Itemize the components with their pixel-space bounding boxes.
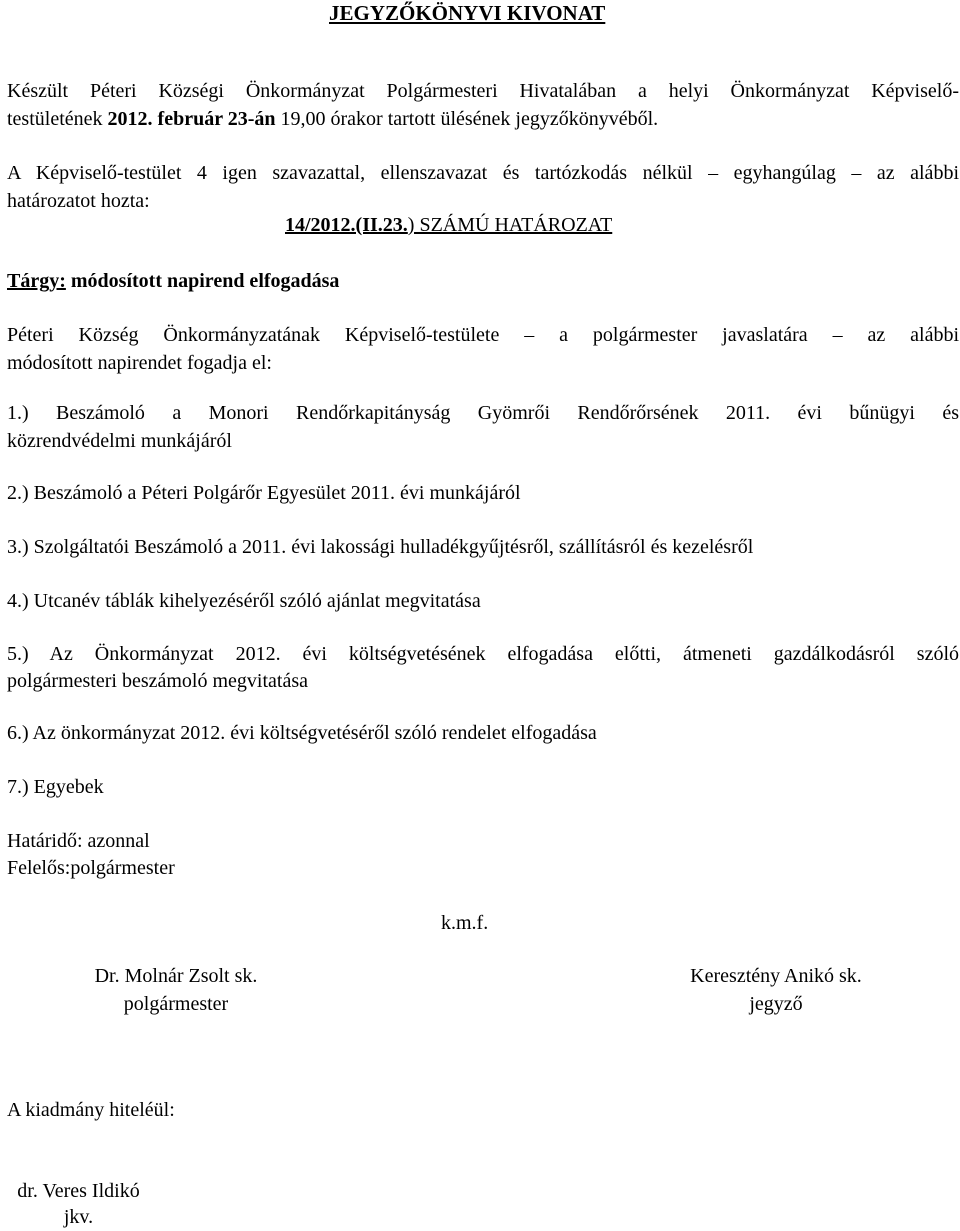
decision-line-2: módosított napirendet fogadja el:	[7, 352, 272, 374]
agenda-item-2: 2.) Beszámoló a Péteri Polgárőr Egyesület 2011. évi munkájáról	[7, 482, 521, 504]
subject-text: módosított napirend elfogadása	[65, 270, 340, 292]
right-signature-name: Keresztény Anikó sk.	[690, 965, 862, 987]
meeting-date: 2012. február 23-án	[107, 108, 276, 130]
certified-label: A kiadmány hiteléül:	[7, 1099, 175, 1121]
certifier-title: jkv.	[63, 1206, 94, 1228]
agenda-item-6: 6.) Az önkormányzat 2012. évi költségvetéséről szóló rendelet elfogadása	[7, 722, 597, 744]
agenda-item-7: 7.) Egyebek	[7, 776, 104, 798]
subject-label: Tárgy:	[7, 270, 66, 292]
intro-line-2: testületének 2012. február 23-án 19,00 órakor tartott ülésének jegyzőkönyvéből.	[7, 108, 659, 130]
vote-line-2: határozatot hozta:	[7, 190, 150, 212]
agenda-item-5-line-1: 5.) Az Önkormányzat 2012. évi költségvetésének elfogadása előtti, átmeneti gazdálkodásról szóló	[7, 643, 959, 665]
document-title: JEGYZŐKÖNYVI KIVONAT	[329, 1, 606, 25]
agenda-item-5-line-2: polgármesteri beszámoló megvitatása	[7, 670, 309, 692]
decision-line-1: Péteri Község Önkormányzatának Képviselő-testülete – a polgármester javaslatára – az alábbi	[7, 324, 959, 346]
subject-line	[7, 270, 339, 293]
responsible: Felelős:polgármester	[7, 857, 175, 879]
left-signature-name: Dr. Molnár Zsolt sk.	[94, 965, 258, 987]
vote-line-1: A Képviselő-testület 4 igen szavazattal, ellenszavazat és tartózkodás nélkül – egyhangúlag – az alábbi	[7, 162, 959, 184]
right-signature-title: jegyző	[749, 993, 803, 1015]
agenda-item-4: 4.) Utcanév táblák kihelyezéséről szóló ajánlat megvitatása	[7, 590, 481, 612]
agenda-item-3: 3.) Szolgáltatói Beszámoló a 2011. évi lakossági hulladékgyűjtésről, szállításról és kezelésről	[7, 536, 754, 558]
intro-line-1: Készült Péteri Községi Önkormányzat Polgármesteri Hivatalában a helyi Önkormányzat Képviselő-	[7, 80, 959, 102]
agenda-item-1-line-1: 1.) Beszámoló a Monori Rendőrkapitányság Gyömrői Rendőrőrsének 2011. évi bűnügyi és	[7, 402, 959, 424]
resolution-heading: 14/2012.(II.23.) SZÁMÚ HATÁROZAT	[285, 214, 613, 236]
agenda-item-1-line-2: közrendvédelmi munkájáról	[7, 430, 232, 452]
certifier-name: dr. Veres Ildikó	[17, 1180, 140, 1202]
deadline: Határidő: azonnal	[7, 830, 150, 852]
left-signature-title: polgármester	[123, 993, 229, 1015]
kmf-label: k.m.f.	[441, 912, 489, 934]
